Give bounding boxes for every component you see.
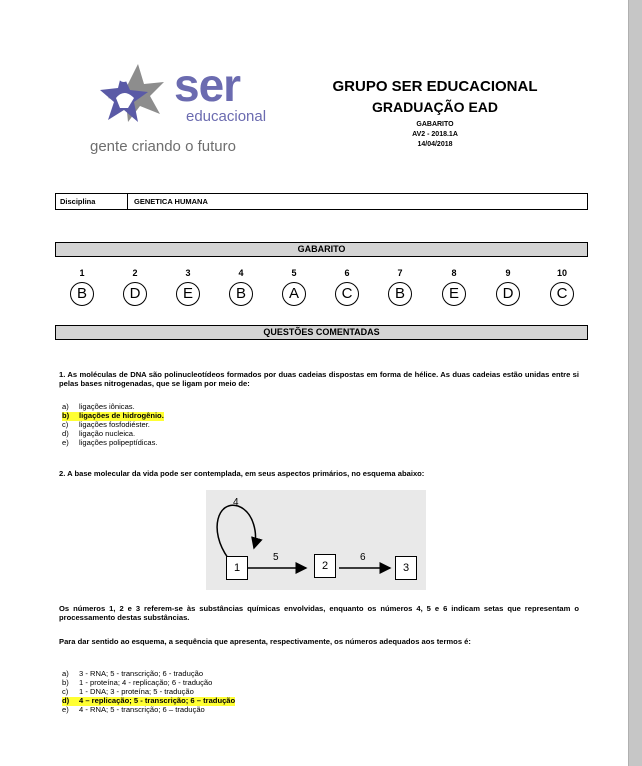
- answer-letter: E: [176, 282, 200, 306]
- option-letter: e): [62, 438, 69, 447]
- answer-number: 5: [291, 268, 297, 278]
- answer-letter: E: [442, 282, 466, 306]
- option-letter: b): [62, 411, 70, 420]
- option-text: ligações iônicas.: [79, 402, 135, 411]
- q1-option-e: [62, 439, 158, 448]
- ser-educacional-logo: [88, 59, 278, 162]
- answer-number: 1: [79, 268, 85, 278]
- answer-item: [490, 268, 526, 306]
- gabarito-title-bar: GABARITO: [55, 242, 588, 257]
- logo-brand-text: ser: [174, 59, 241, 111]
- answer-letter: B: [70, 282, 94, 306]
- answer-item: [64, 268, 100, 306]
- question-2-prompt: Para dar sentido ao esquema, a sequência que apresenta, respectivamente, os números adequados aos termos é:: [59, 637, 471, 646]
- ser-star-logo-icon: [98, 62, 170, 134]
- answer-number: 4: [238, 268, 244, 278]
- answer-number: 8: [451, 268, 457, 278]
- option-text: 4 – replicação; 5 - transcrição; 6 – tradução: [79, 696, 236, 705]
- answer-letter: A: [282, 282, 306, 306]
- q2-option-e: [62, 706, 205, 715]
- answer-item: [117, 268, 153, 306]
- answer-letter: D: [123, 282, 147, 306]
- question-2-explanation: Os números 1, 2 e 3 referem-se às substâncias químicas envolvidas, enquanto os números 4, 5 e 6 indicam setas que representam o processamento destas substâncias.: [59, 604, 579, 622]
- answer-number: 2: [132, 268, 138, 278]
- answer-number: 3: [185, 268, 191, 278]
- logo-tagline: gente criando o futuro: [90, 138, 236, 155]
- questoes-title-bar: QUESTÕES COMENTADAS: [55, 325, 588, 340]
- option-letter: c): [62, 420, 69, 429]
- header-info-line: GABARITO: [416, 121, 454, 128]
- arrow-4-loop: [217, 505, 255, 558]
- answer-item: [223, 268, 259, 306]
- option-letter: a): [62, 669, 69, 678]
- header-info: [300, 120, 570, 150]
- option-letter: e): [62, 705, 69, 714]
- answer-letter: C: [335, 282, 359, 306]
- option-text: ligações fosfodiéster.: [79, 420, 150, 429]
- option-text: 1 - proteína; 4 - replicação; 6 - tradução: [79, 678, 213, 687]
- diagram-box-1: 1: [226, 556, 248, 580]
- answer-letter: B: [388, 282, 412, 306]
- answer-letter: C: [550, 282, 574, 306]
- diagram-box-2: 2: [314, 554, 336, 578]
- option-text: 4 - RNA; 5 - transcrição; 6 – tradução: [79, 705, 205, 714]
- answer-item: [436, 268, 472, 306]
- option-letter: c): [62, 687, 69, 696]
- option-letter: d): [62, 429, 69, 438]
- answer-number: 7: [397, 268, 403, 278]
- answer-number: 9: [505, 268, 511, 278]
- discipline-box: [55, 193, 588, 210]
- option-text: ligações de hidrogênio.: [79, 411, 164, 420]
- answer-letter: B: [229, 282, 253, 306]
- diagram-label-5: 5: [273, 552, 279, 563]
- option-text: 1 - DNA; 3 - proteína; 5 - tradução: [79, 687, 194, 696]
- logo-sub-text: educacional: [186, 108, 267, 125]
- diagram-label-4: 4: [233, 497, 239, 508]
- scrollbar-track[interactable]: [628, 0, 642, 766]
- header-title: GRUPO SER EDUCACIONAL: [332, 78, 538, 95]
- answer-number: 10: [556, 268, 567, 278]
- answer-item: [382, 268, 418, 306]
- answer-item: [329, 268, 365, 306]
- header-info-line: AV2 - 2018.1A: [412, 131, 458, 138]
- option-letter: a): [62, 402, 69, 411]
- diagram-label-6: 6: [360, 552, 366, 563]
- option-letter: b): [62, 678, 69, 687]
- diagram-box-3: 3: [395, 556, 417, 580]
- header-info-line: 14/04/2018: [417, 141, 453, 148]
- discipline-value: GENETICA HUMANA: [134, 197, 208, 206]
- option-text: 3 - RNA; 5 - transcrição; 6 - tradução: [79, 669, 204, 678]
- answer-item: [544, 268, 580, 306]
- answer-item: [276, 268, 312, 306]
- answer-item: [170, 268, 206, 306]
- answer-number: 6: [344, 268, 350, 278]
- option-text: ligação nucleica.: [79, 429, 136, 438]
- option-text: ligações polipeptídicas.: [79, 438, 158, 447]
- question-1-text: 1. As moléculas de DNA são polinucleotídeos formados por duas cadeias dispostas em forma de hélice. As duas cadeias estão unidas entre si pelas bases nitrogenadas, que se ligam por meio de:: [59, 370, 579, 388]
- option-letter: d): [62, 696, 70, 705]
- molecular-scheme-diagram: [206, 490, 426, 590]
- header-subtitle: GRADUAÇÃO EAD: [372, 99, 498, 115]
- answer-letter: D: [496, 282, 520, 306]
- discipline-label: Disciplina: [60, 197, 96, 206]
- discipline-divider: [127, 194, 128, 209]
- question-2-text: 2. A base molecular da vida pode ser contemplada, em seus aspectos primários, no esquema abaixo:: [59, 469, 425, 478]
